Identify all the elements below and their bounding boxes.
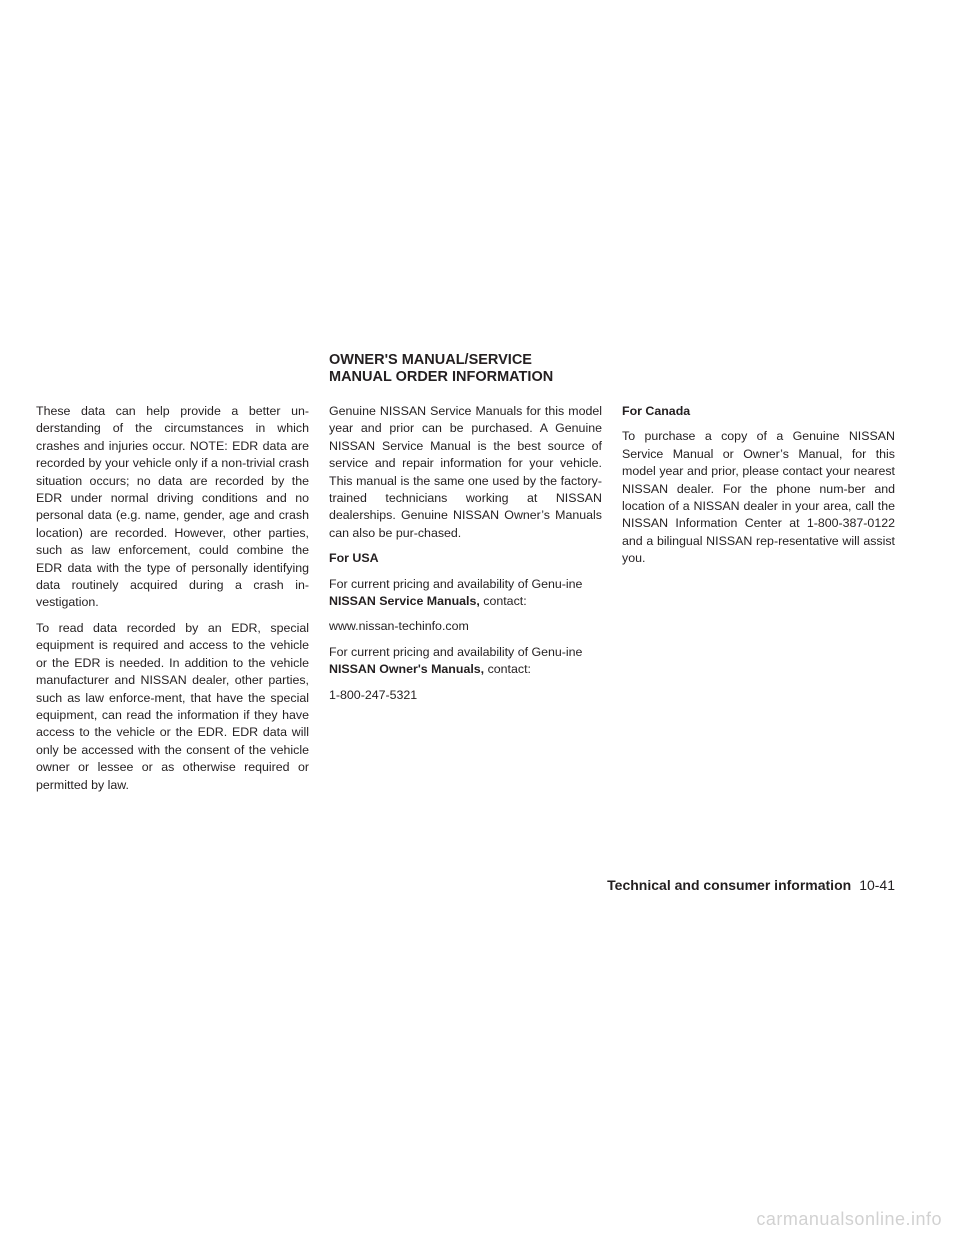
owner-manual-prefix: For current pricing and availability of Genu-ine [329,644,583,659]
owner-manual-label: NISSAN Owner's Manuals, [329,662,485,677]
service-manual-suffix: contact: [479,594,527,609]
service-manual-paragraph [329,576,602,611]
edr-paragraph-2: To read data recorded by an EDR, special equipment is required and access to the vehicle or the EDR is needed. In addition to the vehicle manufacturer and NISSAN dealer, other parties, such as law enforce-ment, that have the special equipment, can read the information if they have access to the vehicle or the EDR. EDR data will only be accessed with the consent of the vehicle owner or lessee or as otherwise required or permitted by law. [36,620,309,792]
page-footer [607,877,895,893]
text-column-1 [36,403,309,802]
text-column-3 [622,403,895,576]
service-manual-url: www.nissan-techinfo.com [329,619,469,634]
usa-subheading: For USA [329,551,379,566]
service-manual-label: NISSAN Service Manuals, [329,594,480,609]
footer-section-title: Technical and consumer information [607,877,852,893]
owner-manual-paragraph [329,644,602,679]
section-heading-line-1: OWNER'S MANUAL/SERVICE [329,352,532,368]
section-heading [329,352,629,386]
owner-manual-suffix: contact: [484,662,531,677]
manual-intro-paragraph: Genuine NISSAN Service Manuals for this model year and prior can be purchased. A Genuine NISSAN Service Manual is the best source of service and repair information for your vehicle. This manual is the same one used by the factory-trained technicians working at NISSAN dealerships. Genuine NISSAN Owner’s Manuals can also be pur-chased. [329,404,602,540]
service-manual-prefix: For current pricing and availability of Genu-ine [329,576,583,591]
section-heading-line-2: MANUAL ORDER INFORMATION [329,369,554,385]
edr-paragraph-1: These data can help provide a better un-derstanding of the circumstances in which crashes and injuries occur. NOTE: EDR data are recorded by your vehicle only if a non-trivial crash situation occurs; no data are recorded by the EDR under normal driving conditions and no personal data (e.g. name, gender, age and crash location) are recorded. However, other parties, such as law enforcement, could combine the EDR data with the type of personally identifying data routinely acquired during a crash in-vestigation. [36,404,309,610]
owner-manual-phone: 1-800-247-5321 [329,687,418,702]
text-column-2 [329,403,602,712]
watermark: carmanualsonline.info [756,1209,942,1229]
footer-page-number: 10-41 [859,877,895,893]
canada-subheading: For Canada [622,404,691,418]
canada-paragraph: To purchase a copy of a Genuine NISSAN Service Manual or Owner’s Manual, for this model year and prior, please contact your nearest NISSAN dealer. For the phone num-ber and location of a NISSAN dealer in your area, call the NISSAN Information Center at 1-800-387-0122 and a bilingual NISSAN rep-resentative will assist you. [622,429,895,566]
